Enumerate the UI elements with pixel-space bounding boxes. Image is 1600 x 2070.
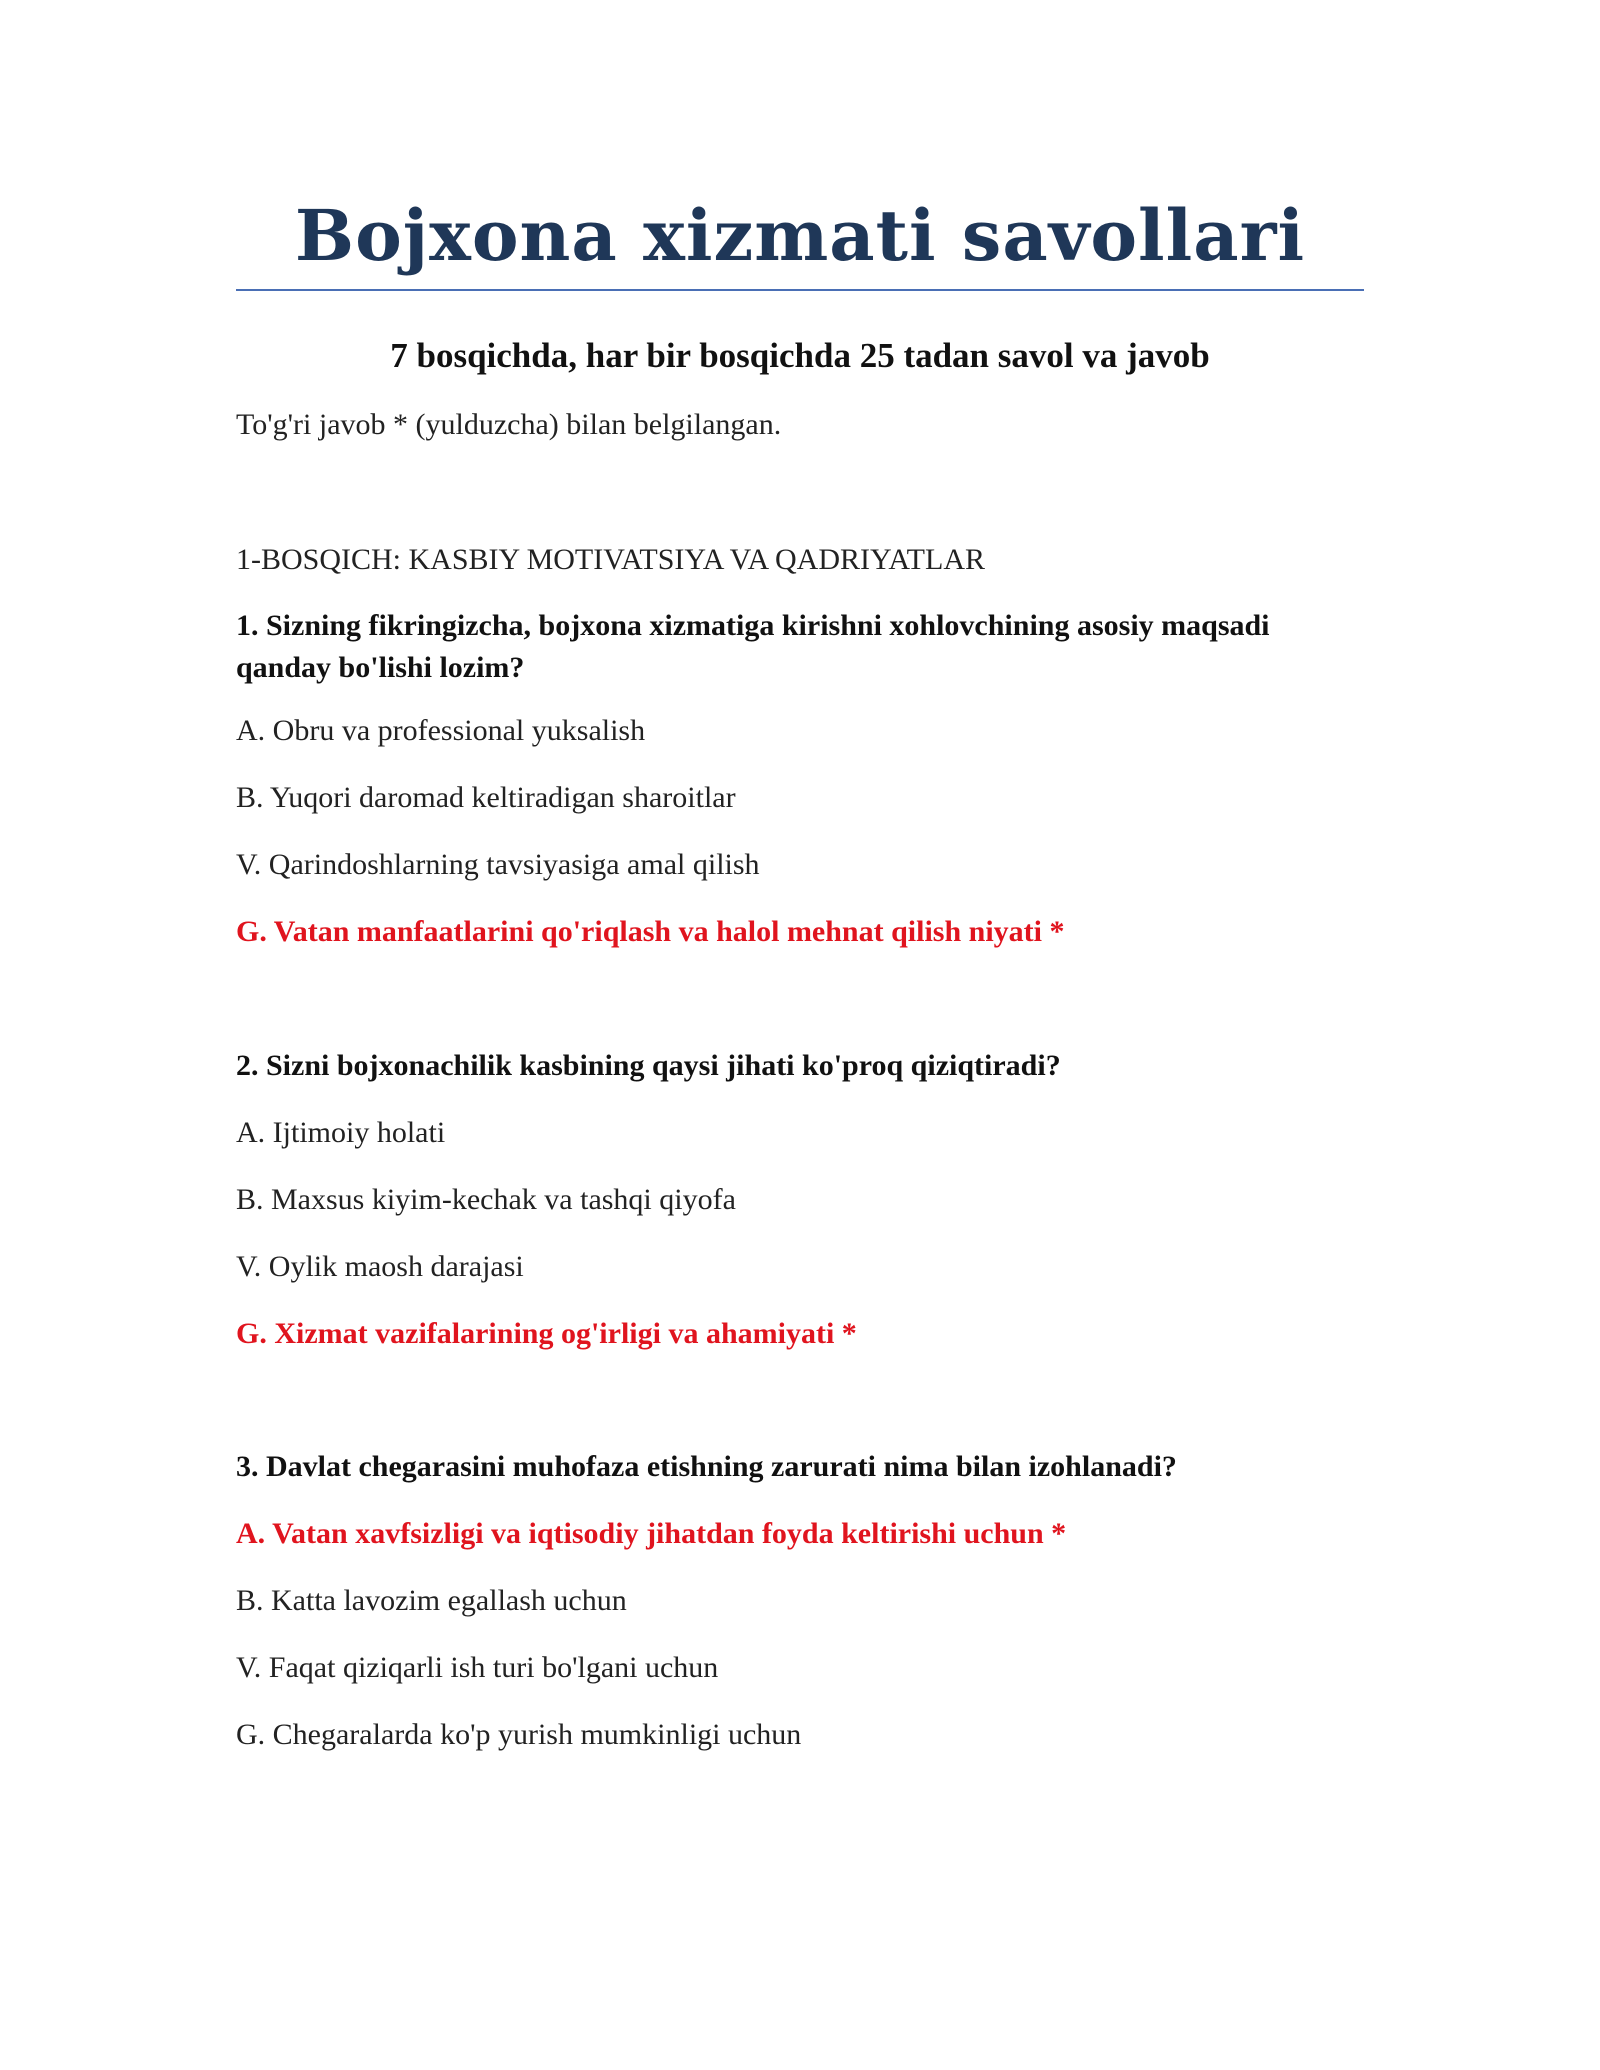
question-2-option-b: B. Maxsus kiyim-kechak va tashqi qiyofa [236,1183,736,1216]
question-1-text: 1. Sizning fikringizcha, bojxona xizmatiga kirishni xohlovchining asosiy maqsadi qanday bo'lishi lozim? [236,609,1270,684]
title-divider [236,289,1364,291]
question-3-option-v: V. Faqat qiziqarli ish turi bo'lgani uchun [236,1651,719,1684]
question-3-option-b: B. Katta lavozim egallash uchun [236,1584,627,1617]
question-2-option-g-correct: G. Xizmat vazifalarining og'irligi va ahamiyati * [236,1317,857,1350]
question-3-option-a-correct: A. Vatan xavfsizligi va iqtisodiy jihatdan foyda keltirishi uchun * [236,1517,1067,1550]
question-2-option-a: A. Ijtimoiy holati [236,1116,446,1149]
document-subtitle: 7 bosqichda, har bir bosqichda 25 tadan savol va javob [390,336,1210,375]
question-3-option-g: G. Chegaralarda ko'p yurish mumkinligi uchun [236,1718,802,1751]
question-1-option-v: V. Qarindoshlarning tavsiyasiga amal qilish [236,848,760,881]
question-1-option-b: B. Yuqori daromad keltiradigan sharoitlar [236,781,736,814]
question-3-text: 3. Davlat chegarasini muhofaza etishning zarurati nima bilan izohlanadi? [236,1450,1177,1483]
question-2-option-v: V. Oylik maosh darajasi [236,1250,524,1283]
question-1-option-a: A. Obru va professional yuksalish [236,714,646,747]
document-title: Bojxona xizmati savollari [294,194,1306,277]
question-1-option-g-correct: G. Vatan manfaatlarini qo'riqlash va halol mehnat qilish niyati * [236,915,1065,948]
question-2-text: 2. Sizni bojxonachilik kasbining qaysi jihati ko'proq qiziqtiradi? [236,1049,1061,1082]
intro-note: To'g'ri javob * (yulduzcha) bilan belgilangan. [236,408,782,441]
stage-heading: 1-BOSQICH: KASBIY MOTIVATSIYA VA QADRIYATLAR [236,543,985,576]
